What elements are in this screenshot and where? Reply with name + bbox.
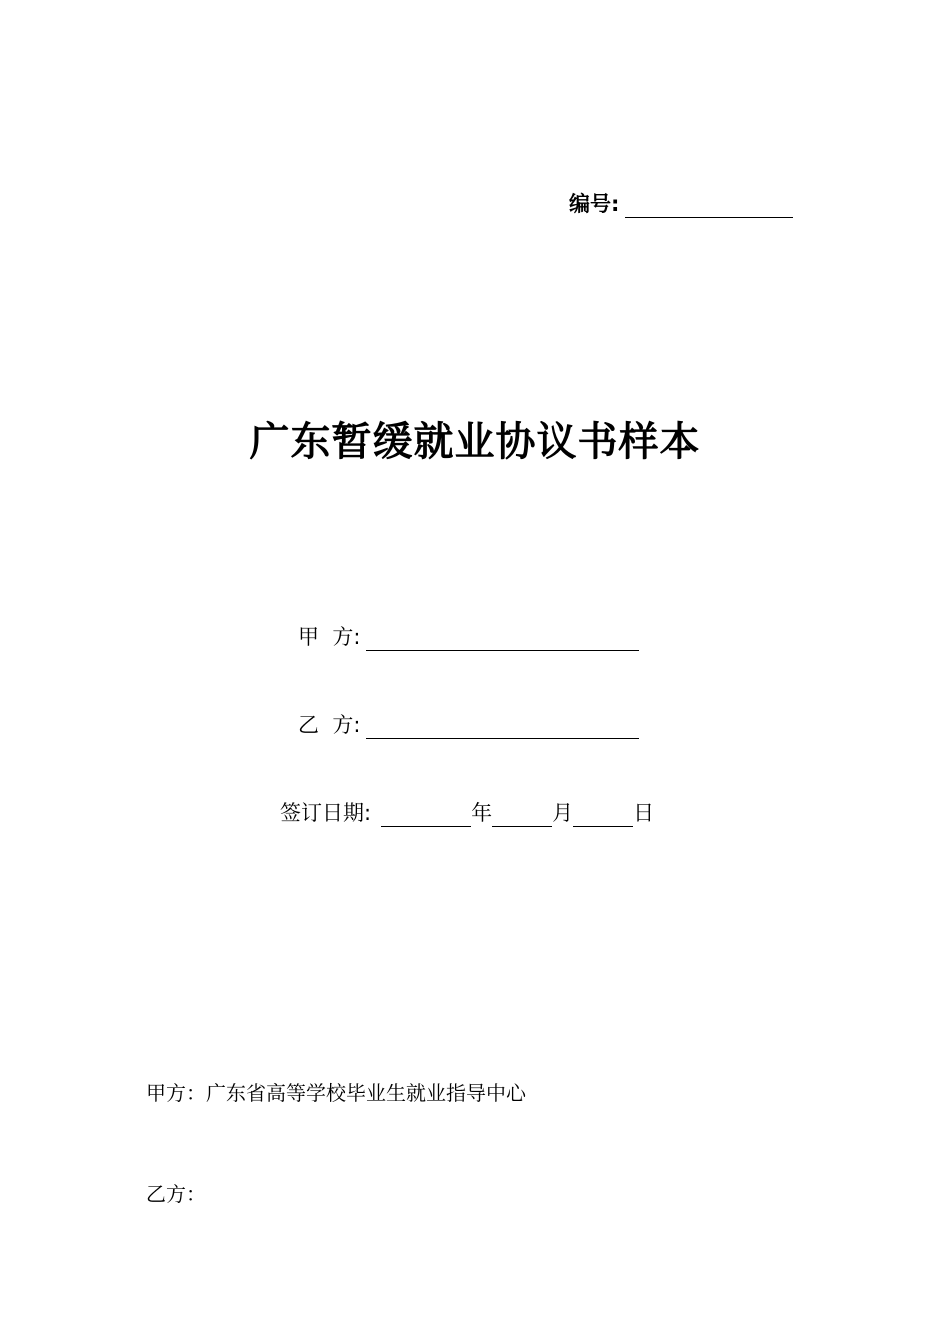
year-blank bbox=[381, 804, 471, 827]
party-a-blank bbox=[366, 628, 639, 651]
month-blank bbox=[492, 804, 552, 827]
party-a-statement: 甲方：广东省高等学校毕业生就业指导中心 bbox=[146, 1081, 526, 1105]
day-label: 日 bbox=[633, 801, 655, 825]
party-b-field bbox=[298, 709, 639, 739]
party-b-statement: 乙方： bbox=[146, 1182, 206, 1206]
party-b-label: 乙 方: bbox=[298, 713, 361, 737]
party-b-blank bbox=[366, 716, 639, 739]
party-a-label: 甲 方: bbox=[298, 625, 361, 649]
serial-number-label: 编号: bbox=[569, 192, 620, 216]
document-title: 广东暂缓就业协议书样本 bbox=[249, 419, 701, 465]
day-blank bbox=[573, 804, 633, 827]
month-label: 月 bbox=[552, 801, 574, 825]
serial-number-field bbox=[569, 188, 793, 218]
party-a-field bbox=[298, 621, 639, 651]
signing-date-field bbox=[280, 797, 654, 827]
year-label: 年 bbox=[471, 801, 493, 825]
signing-date-label: 签订日期: bbox=[280, 801, 372, 825]
serial-number-blank bbox=[625, 193, 793, 218]
